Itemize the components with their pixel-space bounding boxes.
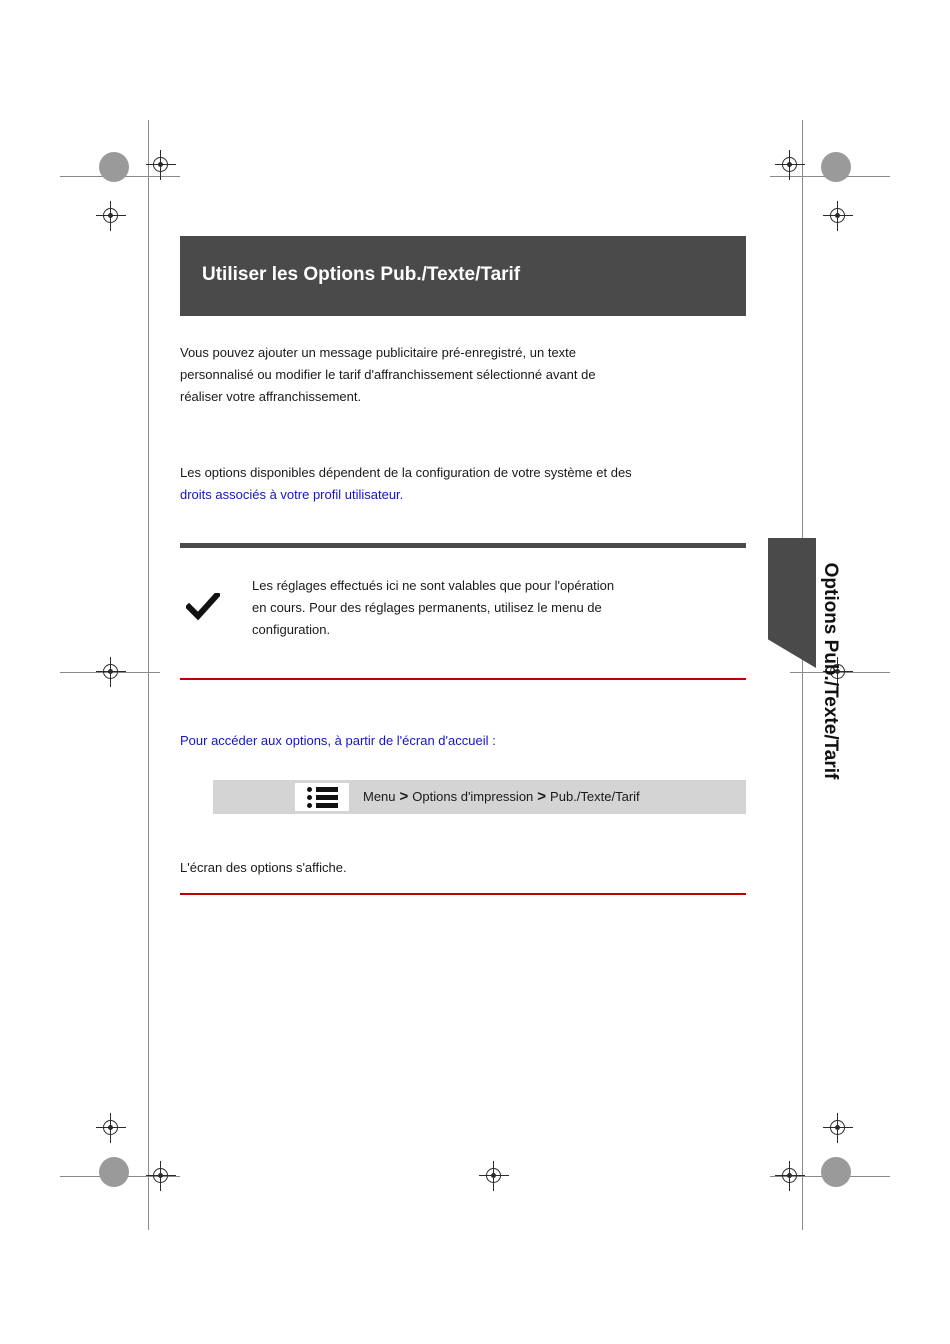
procedure-divider-top bbox=[180, 678, 746, 680]
registration-target-bl-outer bbox=[101, 1118, 121, 1138]
menu-path bbox=[363, 788, 743, 805]
crop-line-left bbox=[148, 120, 149, 1230]
registration-target-tl-outer bbox=[101, 206, 121, 226]
tip-line-2: en cours. Pour des réglages permanents, utilisez le menu de bbox=[252, 600, 602, 615]
side-tab-label: Options Pub./Texte/Tarif bbox=[820, 562, 841, 780]
registration-target-tr-inner bbox=[780, 155, 800, 175]
menu-list-icon bbox=[295, 783, 349, 811]
section-divider-dark bbox=[180, 543, 746, 548]
tip-line-3: configuration. bbox=[252, 622, 331, 637]
registration-target-ml bbox=[101, 662, 121, 682]
intro-paragraph-2 bbox=[180, 462, 746, 506]
procedure-intro: Pour accéder aux options, à partir de l'écran d'accueil : bbox=[180, 733, 496, 748]
menu-path-bar bbox=[213, 780, 746, 814]
crop-line-right bbox=[802, 120, 803, 1230]
check-icon bbox=[186, 593, 220, 621]
menu-separator-2: > bbox=[537, 788, 547, 805]
tip-block bbox=[180, 575, 746, 655]
registration-target-bl-inner bbox=[151, 1166, 171, 1186]
registration-target-br-inner bbox=[780, 1166, 800, 1186]
tip-text bbox=[252, 575, 746, 641]
registration-target-br-outer bbox=[828, 1118, 848, 1138]
registration-dot-bl bbox=[99, 1157, 129, 1187]
intro-paragraph-1 bbox=[180, 342, 746, 408]
intro-line-4: Les options disponibles dépendent de la configuration de votre système et des bbox=[180, 465, 632, 480]
registration-dot-br bbox=[821, 1157, 851, 1187]
registration-target-tr-outer bbox=[828, 206, 848, 226]
menu-separator-1: > bbox=[399, 788, 409, 805]
procedure-outro: L'écran des options s'affiche. bbox=[180, 860, 347, 875]
registration-dot-tr bbox=[821, 152, 851, 182]
registration-target-bottom-center bbox=[484, 1166, 504, 1186]
intro-line-3: réaliser votre affranchissement. bbox=[180, 389, 362, 404]
intro-line-5: droits associés à votre profil utilisateur. bbox=[180, 487, 404, 502]
menu-segment-3[interactable]: Pub./Texte/Tarif bbox=[550, 789, 640, 804]
tip-line-1: Les réglages effectués ici ne sont valables que pour l'opération bbox=[252, 578, 615, 593]
registration-dot-tl bbox=[99, 152, 129, 182]
registration-target-tl-inner bbox=[151, 155, 171, 175]
page-title: Utiliser les Options Pub./Texte/Tarif bbox=[202, 264, 521, 285]
chapter-header-band bbox=[180, 236, 746, 316]
side-tab-shape bbox=[768, 538, 816, 668]
intro-line-1: Vous pouvez ajouter un message publicitaire pré-enregistré, un texte bbox=[180, 345, 577, 360]
intro-line-2: personnalisé ou modifier le tarif d'affranchissement sélectionné avant de bbox=[180, 367, 596, 382]
menu-segment-1[interactable]: Menu bbox=[363, 789, 396, 804]
menu-segment-2[interactable]: Options d'impression bbox=[412, 789, 534, 804]
procedure-divider-bottom bbox=[180, 893, 746, 895]
